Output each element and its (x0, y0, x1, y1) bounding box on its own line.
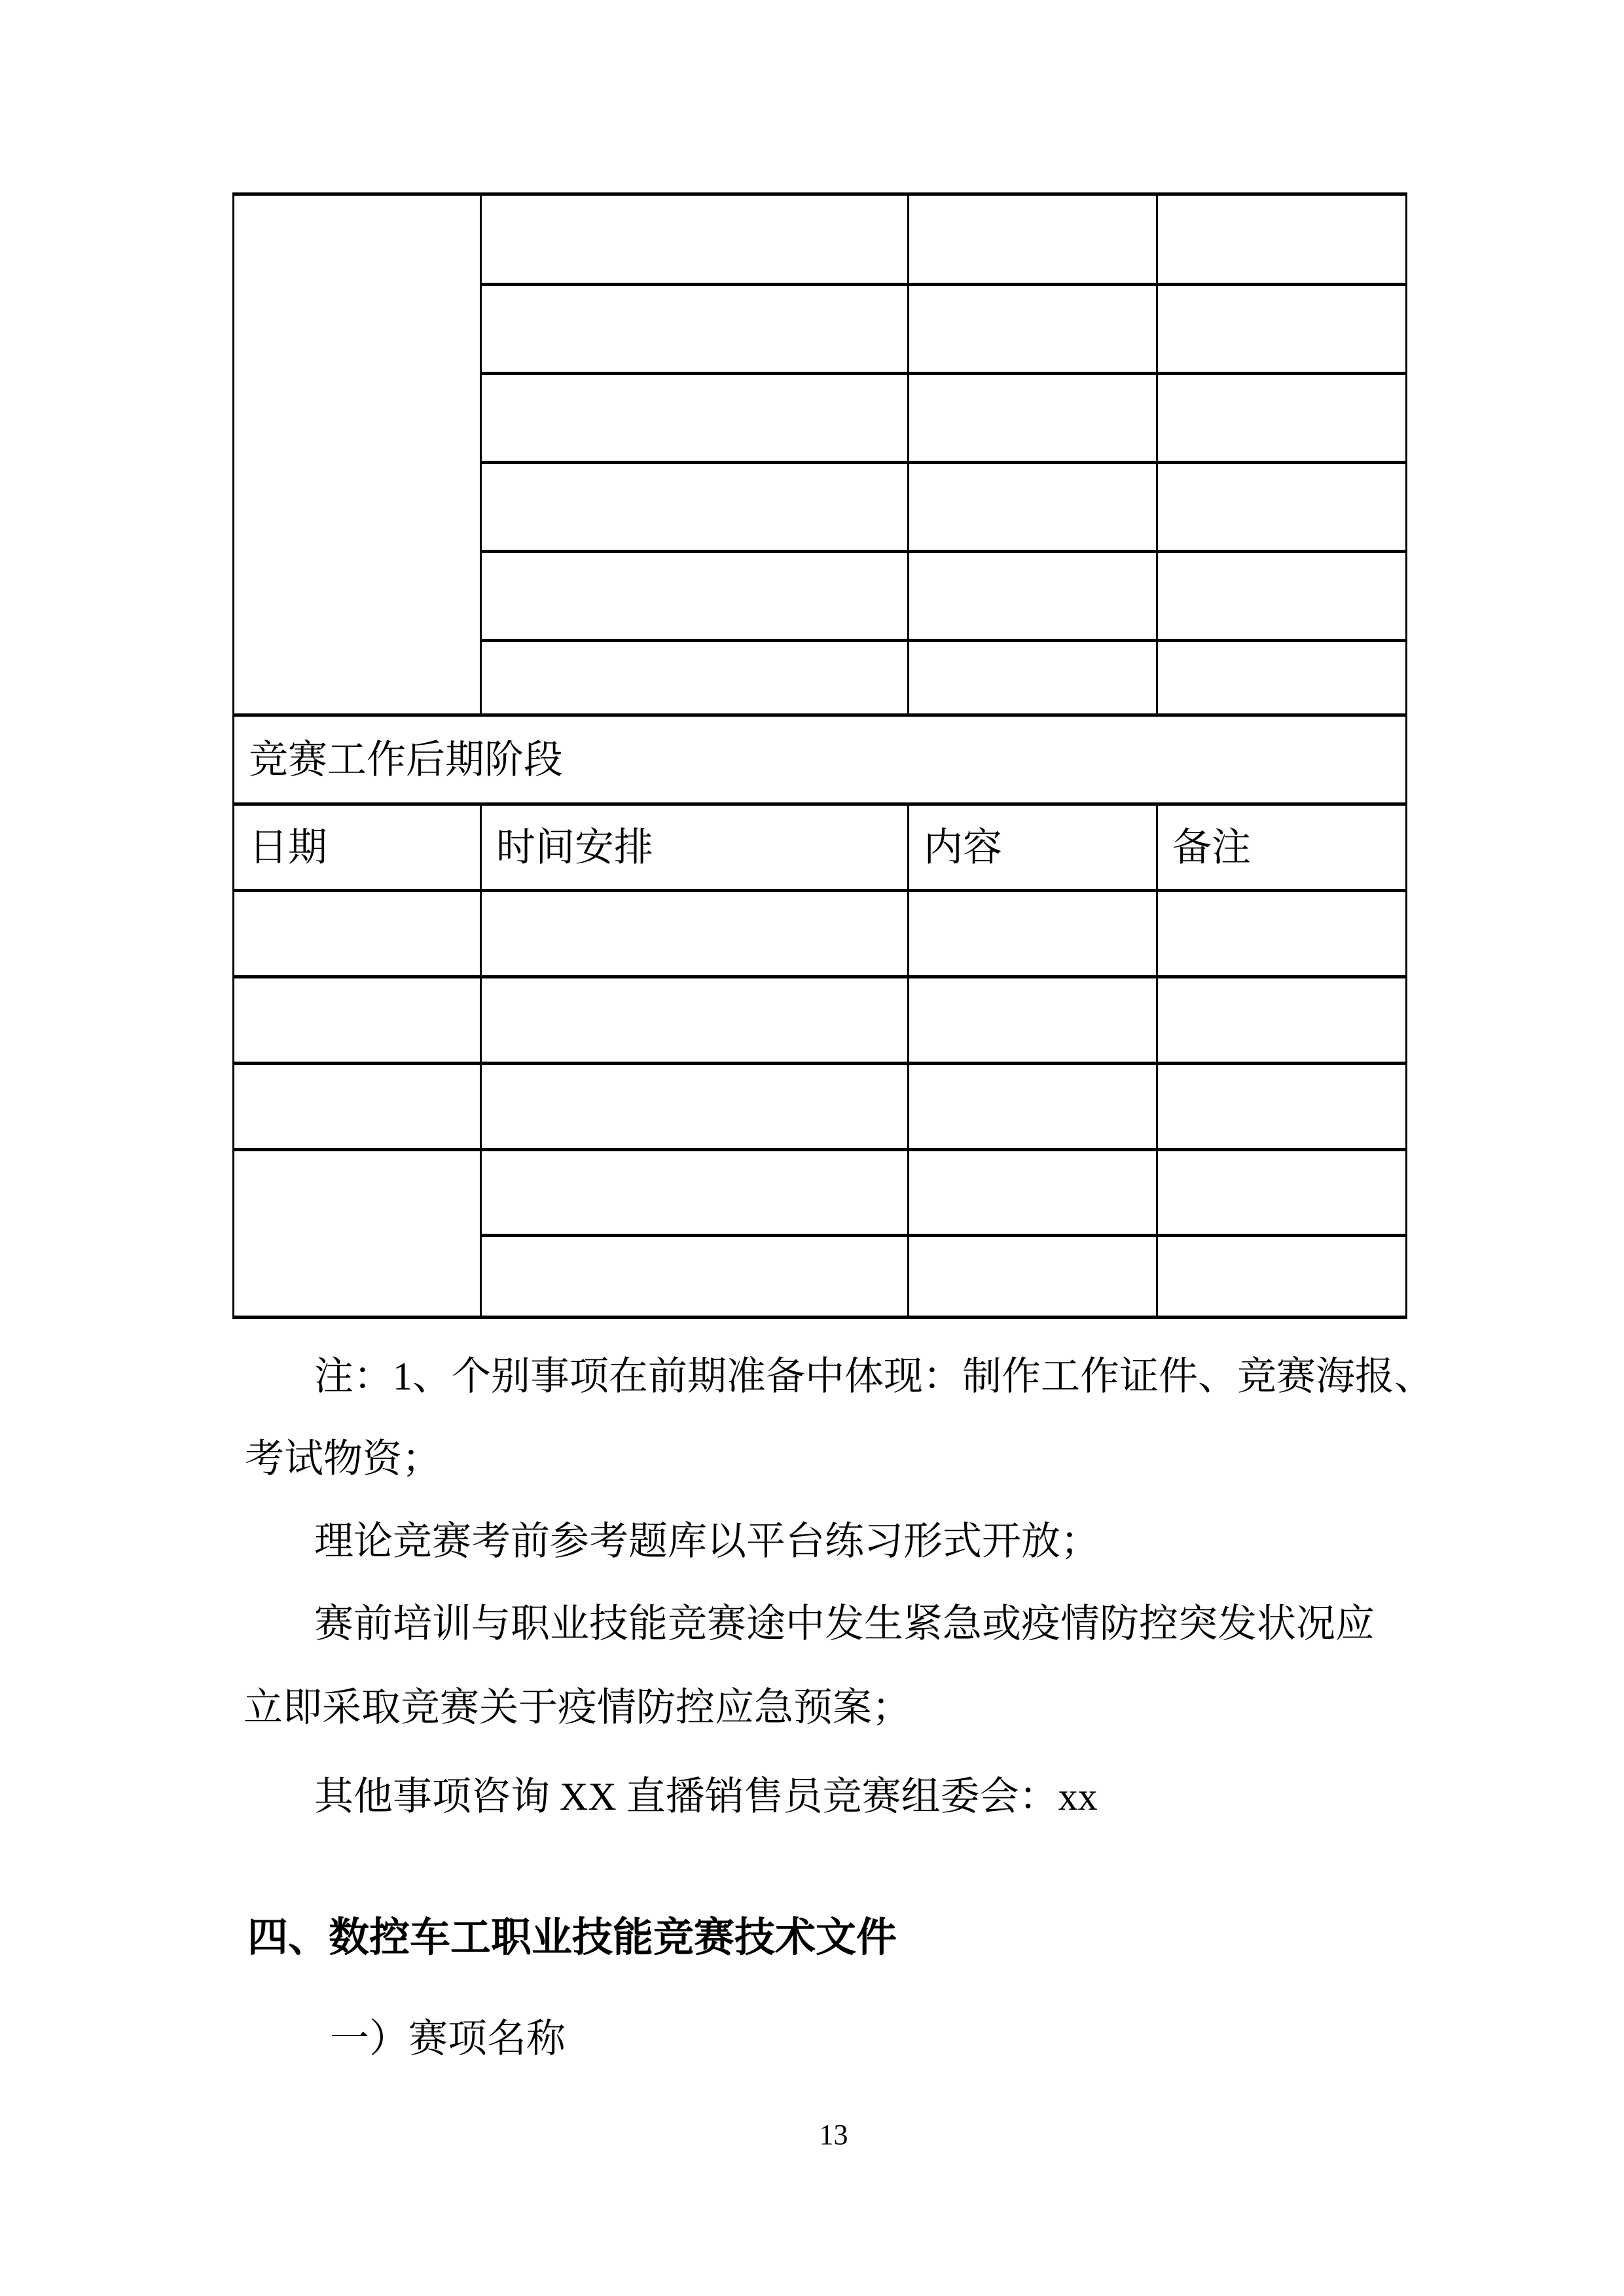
empty-cell (909, 641, 1157, 715)
page-number: 13 (819, 2119, 848, 2151)
merged-empty-cell (234, 194, 481, 715)
header-cell-date: 日期 (234, 804, 481, 891)
empty-cell (481, 977, 909, 1064)
section-label-row (234, 715, 1407, 804)
empty-cell (1157, 374, 1407, 463)
empty-cell (1157, 641, 1407, 715)
empty-cell (481, 891, 909, 977)
note-line-6: 其他事项咨询 XX 直播销售员竞赛组委会：xx (314, 1775, 1098, 1818)
header-cell-time: 时间安排 (481, 804, 909, 891)
competition-schedule-table (232, 192, 1407, 1319)
empty-cell (909, 1064, 1157, 1150)
note-line-4: 赛前培训与职业技能竞赛途中发生紧急或疫情防控突发状况应 (314, 1602, 1375, 1645)
table-row (234, 891, 1407, 977)
empty-cell (481, 463, 909, 552)
empty-cell (1157, 285, 1407, 374)
empty-cell (1157, 194, 1407, 285)
empty-cell (909, 374, 1157, 463)
empty-cell (909, 1150, 1157, 1236)
empty-cell (1157, 1236, 1407, 1318)
note-line-1: 注：1、个别事项在前期准备中体现：制作工作证件、竞赛海报、 (314, 1355, 1434, 1398)
empty-cell (909, 463, 1157, 552)
empty-cell (909, 552, 1157, 641)
empty-cell (481, 1064, 909, 1150)
section-heading: 四、数控车工职业技能竞赛技术文件 (247, 1916, 897, 1960)
note-line-3: 理论竞赛考前参考题库以平台练习形式开放； (314, 1520, 1100, 1563)
merged-empty-cell (234, 1150, 481, 1318)
header-cell-content: 内容 (909, 804, 1157, 891)
header-cell-remark: 备注 (1157, 804, 1407, 891)
empty-cell (909, 285, 1157, 374)
column-header-row (234, 804, 1407, 891)
empty-cell (909, 1236, 1157, 1318)
table-row (234, 194, 1407, 285)
empty-cell (481, 641, 909, 715)
empty-cell (1157, 1064, 1407, 1150)
empty-cell (1157, 463, 1407, 552)
empty-cell (1157, 1150, 1407, 1236)
empty-cell (481, 1236, 909, 1318)
empty-cell (481, 285, 909, 374)
empty-cell (1157, 891, 1407, 977)
table-row (234, 1150, 1407, 1236)
table-row (234, 977, 1407, 1064)
section-label-cell: 竞赛工作后期阶段 (234, 715, 1407, 804)
table-row (234, 1064, 1407, 1150)
empty-cell (909, 194, 1157, 285)
empty-cell (481, 552, 909, 641)
empty-cell (1157, 552, 1407, 641)
empty-cell (481, 1150, 909, 1236)
empty-cell (234, 977, 481, 1064)
note-line-2: 考试物资； (245, 1437, 441, 1480)
empty-cell (234, 891, 481, 977)
section-subheading: 一）赛项名称 (330, 2017, 566, 2060)
empty-cell (909, 891, 1157, 977)
note-line-5: 立即采取竞赛关于疫情防控应急预案； (244, 1686, 911, 1729)
empty-cell (234, 1064, 481, 1150)
empty-cell (481, 194, 909, 285)
empty-cell (909, 977, 1157, 1064)
empty-cell (481, 374, 909, 463)
empty-cell (1157, 977, 1407, 1064)
